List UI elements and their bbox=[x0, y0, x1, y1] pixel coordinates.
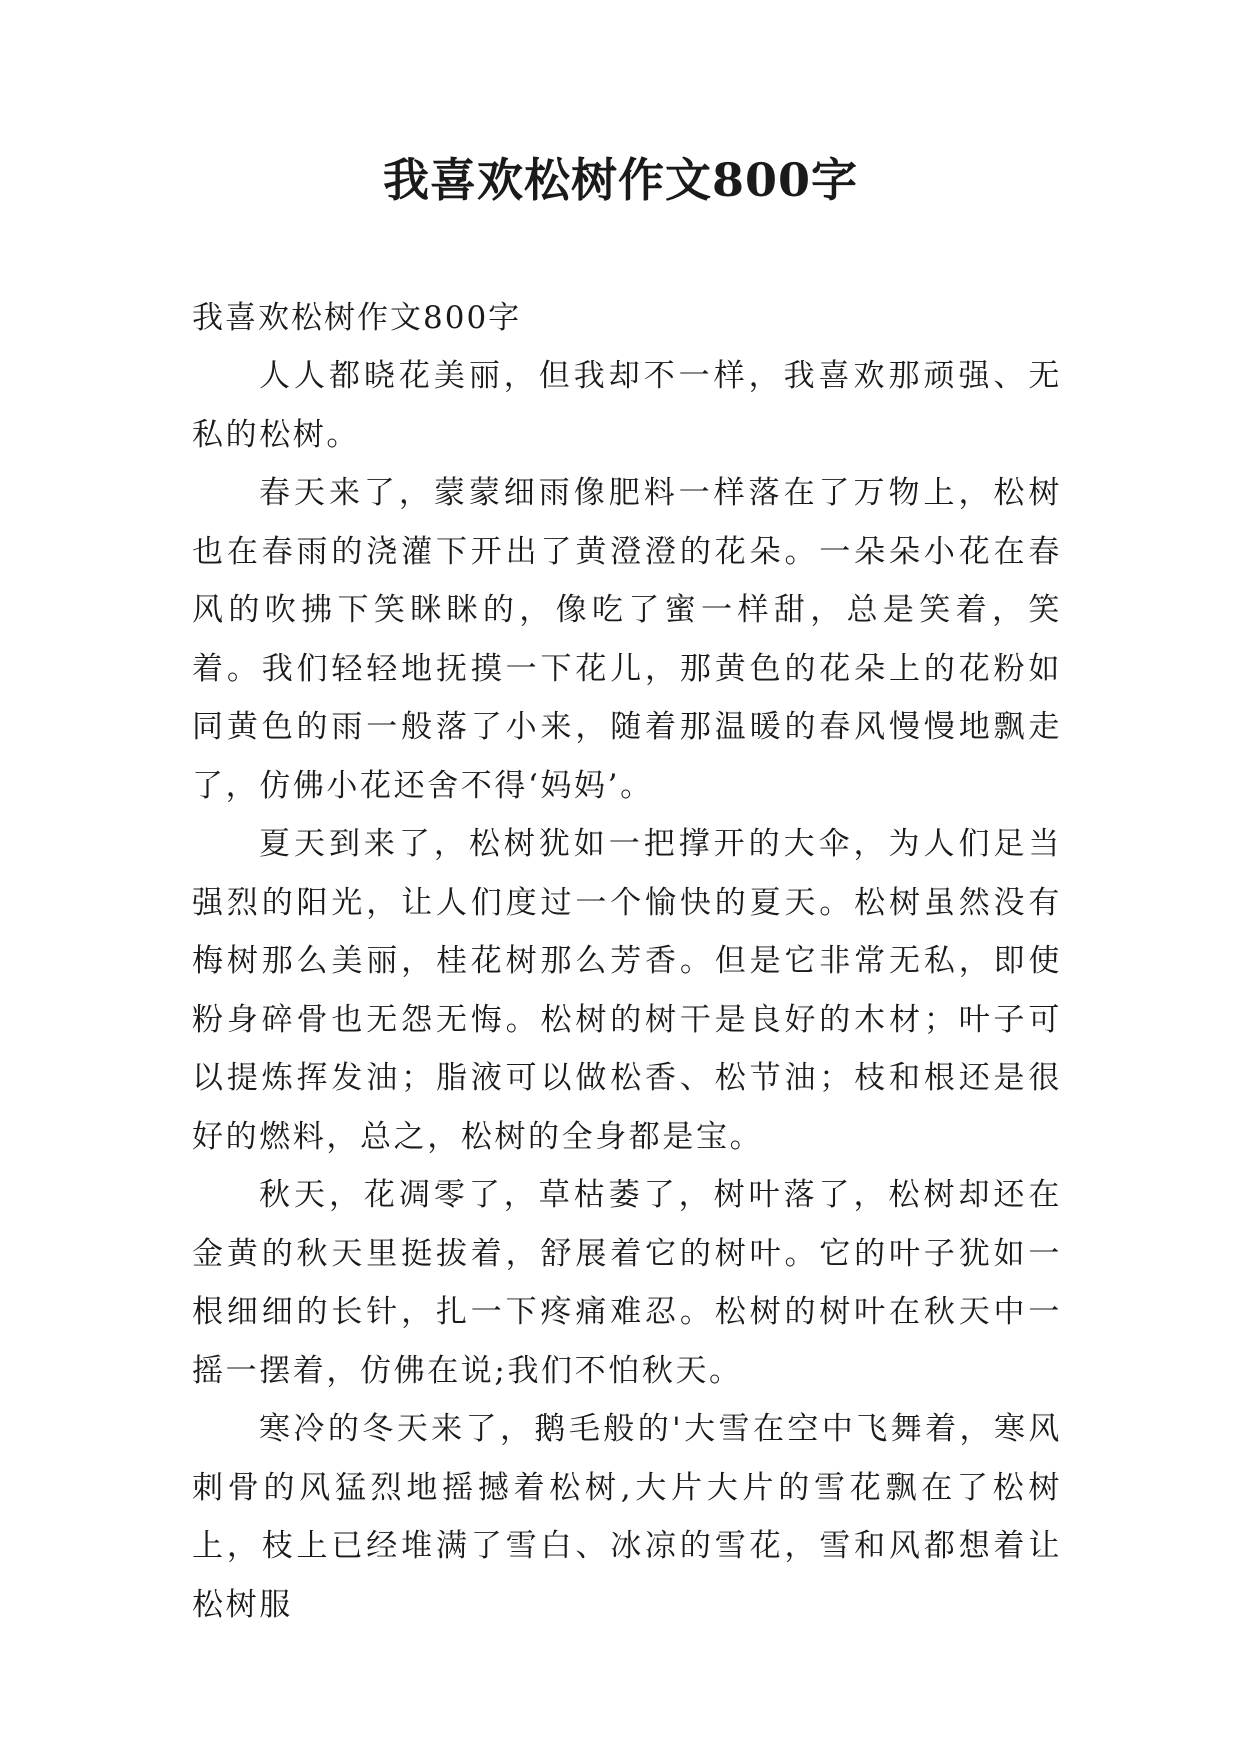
document-title: 我喜欢松树作文800字 bbox=[382, 153, 859, 207]
document-body bbox=[192, 290, 1062, 1634]
paragraph-spring: 春天来了，蒙蒙细雨像肥料一样落在了万物上，松树也在春雨的浇灌下开出了黄澄澄的花朵。一朵朵小花在春风的吹拂下笑眯眯的，像吃了蜜一样甜，总是笑着，笑着。我们轻轻地抚摸一下花儿，那黄色的花朵上的花粉如同黄色的雨一般落了小来，随着那温暖的春风慢慢地飘走了，仿佛小花还舍不得‘妈妈’。 bbox=[192, 475, 1062, 804]
paragraph-intro: 人人都晓花美丽，但我却不一样，我喜欢那顽强、无私的松树。 bbox=[192, 358, 1062, 453]
paragraph-summer: 夏天到来了，松树犹如一把撑开的大伞，为人们足当强烈的阳光，让人们度过一个愉快的夏天。松树虽然没有梅树那么美丽，桂花树那么芳香。但是它非常无私，即使粉身碎骨也无怨无悔。松树的树干是良好的木材；叶子可以提炼挥发油；脂液可以做松香、松节油；枝和根还是很好的燃料，总之，松树的全身都是宝。 bbox=[192, 826, 1062, 1155]
paragraph-winter: 寒冷的冬天来了，鹅毛般的'大雪在空中飞舞着，寒风刺骨的风猛烈地摇撼着松树,大片大片的雪花飘在了松树上，枝上已经堆满了雪白、冰凉的雪花，雪和风都想着让松树服 bbox=[192, 1411, 1062, 1623]
paragraph-autumn: 秋天，花凋零了，草枯萎了，树叶落了，松树却还在金黄的秋天里挺拔着，舒展着它的树叶。它的叶子犹如一根细细的长针，扎一下疼痛难忍。松树的树叶在秋天中一摇一摆着，仿佛在说;我们不怕秋天。 bbox=[192, 1177, 1062, 1389]
document-subtitle: 我喜欢松树作文800字 bbox=[192, 300, 522, 336]
